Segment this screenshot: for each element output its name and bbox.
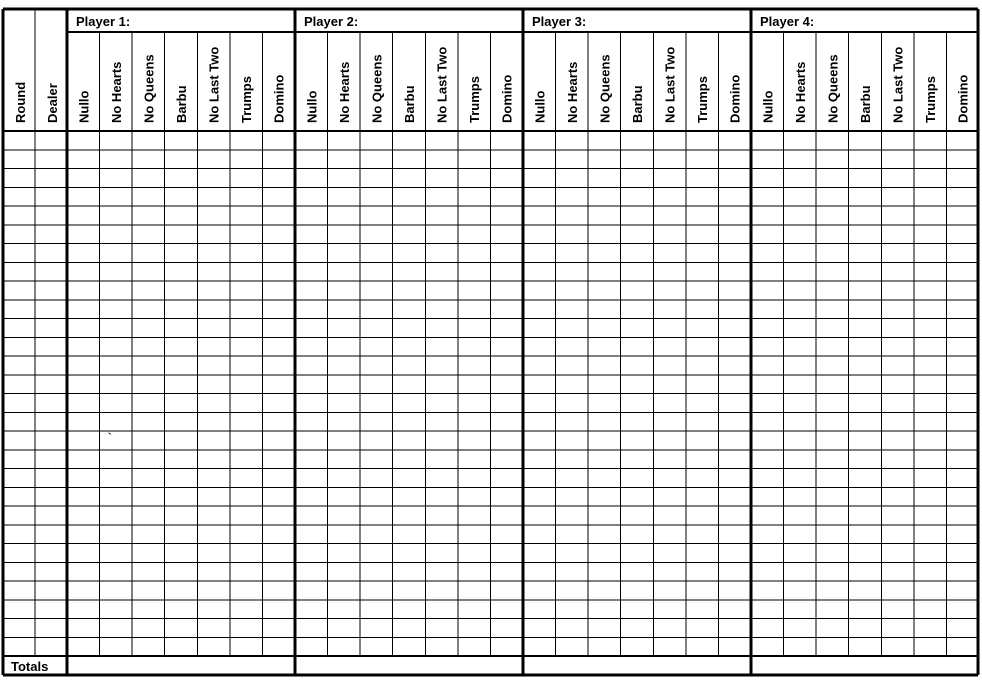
game-header-barbu: Barbu	[858, 85, 873, 123]
game-header-barbu: Barbu	[402, 85, 417, 123]
game-header-nullo: Nullo	[304, 90, 320, 123]
player-1-label: Player 1:	[76, 14, 131, 29]
game-header-no-last-two: No Last Two	[890, 46, 906, 123]
game-header-nullo: Nullo	[76, 90, 92, 123]
game-header-no-queens: No Queens	[597, 54, 613, 123]
game-header-barbu: Barbu	[174, 85, 189, 123]
game-header-trumps: Trumps	[467, 76, 483, 123]
player-2-label: Player 2:	[304, 14, 359, 29]
game-header-no-queens: No Queens	[369, 54, 385, 123]
game-header-domino: Domino	[955, 74, 971, 123]
game-header-no-hearts: No Hearts	[108, 61, 124, 123]
player-4-label: Player 4:	[760, 14, 815, 29]
game-header-trumps: Trumps	[923, 76, 939, 123]
game-header-no-queens: No Queens	[825, 54, 841, 123]
game-header-trumps: Trumps	[239, 76, 255, 123]
round-column-header: Round	[13, 81, 28, 123]
game-header-domino: Domino	[727, 74, 743, 123]
game-header-no-hearts: No Hearts	[336, 61, 352, 123]
game-header-domino: Domino	[499, 74, 515, 123]
stray-mark: `	[108, 432, 112, 444]
game-header-barbu: Barbu	[630, 85, 645, 123]
game-header-no-queens: No Queens	[141, 54, 157, 123]
game-header-trumps: Trumps	[695, 76, 711, 123]
game-header-no-hearts: No Hearts	[792, 61, 808, 123]
dealer-column-header: Dealer	[45, 83, 60, 123]
game-header-no-hearts: No Hearts	[564, 61, 580, 123]
game-header-no-last-two: No Last Two	[434, 46, 450, 123]
game-header-nullo: Nullo	[760, 90, 776, 123]
player-3-label: Player 3:	[532, 14, 587, 29]
game-header-no-last-two: No Last Two	[206, 46, 222, 123]
game-header-no-last-two: No Last Two	[662, 46, 678, 123]
totals-label: Totals	[11, 659, 49, 674]
game-header-nullo: Nullo	[532, 90, 548, 123]
game-header-domino: Domino	[271, 74, 287, 123]
